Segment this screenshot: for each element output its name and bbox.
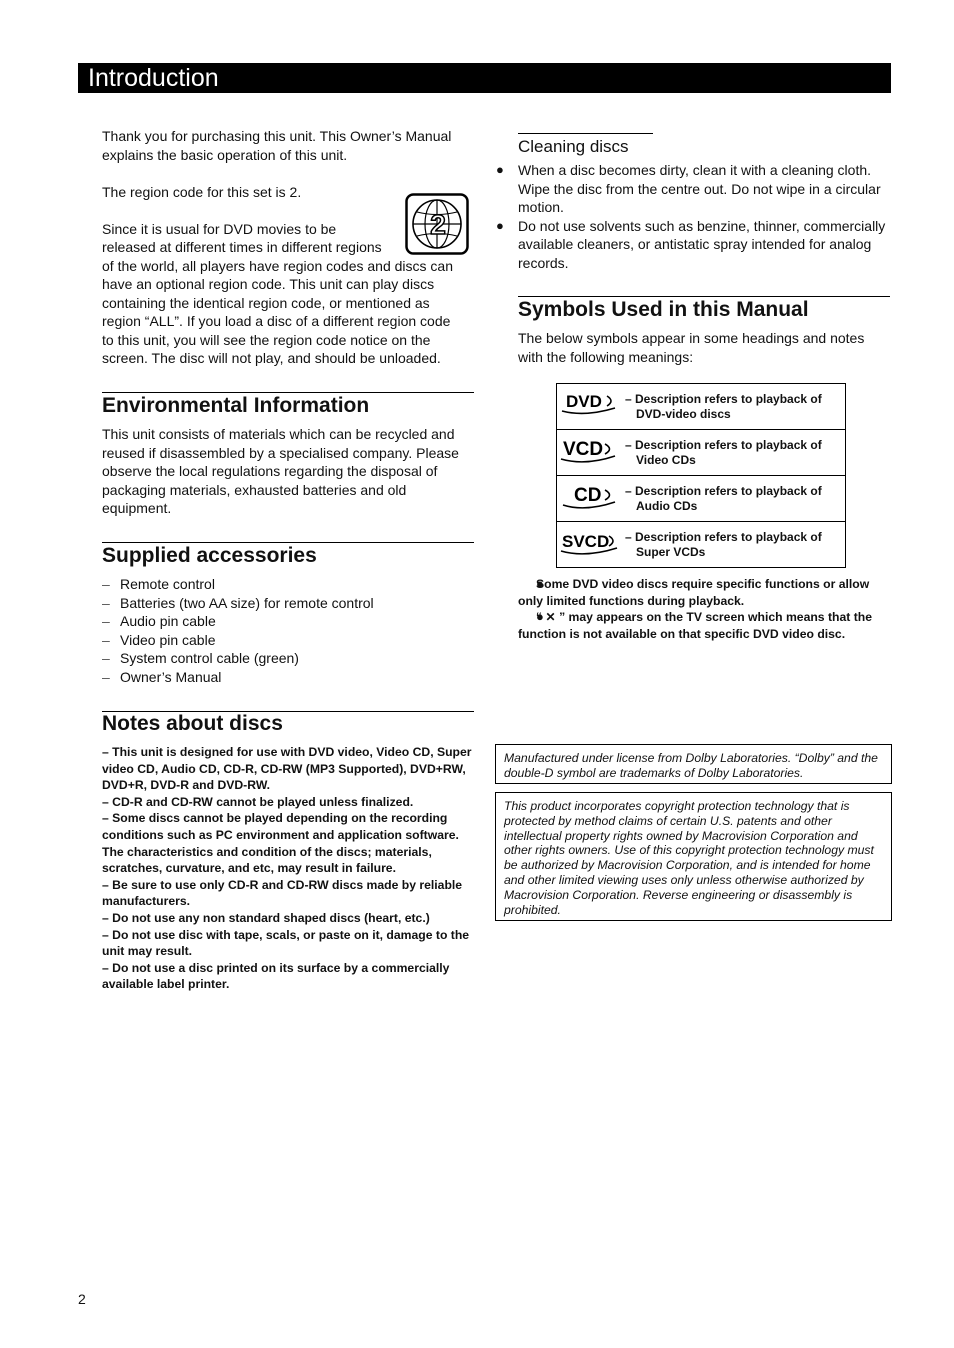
symbol-desc: – Description refers to playback of	[625, 529, 822, 544]
list-item: – Audio pin cable	[102, 612, 474, 631]
symbol-desc: Video CDs	[636, 452, 696, 467]
symbol-label: VCD	[563, 439, 604, 460]
dolby-text: Manufactured under license from Dolby Laboratories. “Dolby” and the double-D symbol are trademarks of Dolby Laboratories.	[504, 751, 878, 780]
list-item: – Do not use any non standard shaped discs (heart, etc.)	[102, 910, 430, 925]
list-item: – Do not use disc with tape, scals, or paste on it, damage to the unit may result.	[102, 927, 470, 959]
table-row	[557, 384, 846, 430]
section-rule	[518, 133, 653, 134]
region-line: released at different times in different regions	[102, 239, 382, 255]
list-item: ● When a disc becomes dirty, clean it with a cleaning cloth. Wipe the disc from the centre out. Do not wipe in a circular motion.	[496, 161, 892, 217]
symbol-desc: – Description refers to playback of	[625, 391, 822, 406]
region-line: have an optional region code. This unit can play discs	[102, 276, 435, 292]
region-line: of the world, all players have region codes and discs can	[102, 257, 453, 274]
accessories-list	[102, 575, 474, 686]
list-item: – System control cable (green)	[102, 649, 474, 668]
list-item: – Owner’s Manual	[102, 668, 474, 687]
page-number: 2	[78, 1291, 86, 1307]
symbols-intro: The below symbols appear in some headings and notes with the following meanings:	[518, 330, 865, 365]
dvd-symbol-icon	[557, 384, 621, 424]
list-item: – Video pin cable	[102, 631, 474, 650]
macrovision-text: This product incorporates copyright protection technology that is protected by method claims of certain U.S. patents and other intellectual property rights owned by Macrovision Corporation and other rights owners. Use of this copyright protection technology must be authorized by Macrovision Corporation, and is intended for home and other limited viewing uses only unless otherwise authorized by Macrovision Corporation. Reverse engineering or disassembly is prohibited.	[504, 799, 874, 917]
macrovision-notice	[495, 792, 892, 921]
cleaning-list	[496, 161, 892, 272]
list-item: – Some discs cannot be played depending on the recording conditions such as PC environment and application software. The characteristics and condition of the discs; materials, scratches, curvature, and etc, may result in failure.	[102, 811, 459, 876]
list-item: – Remote control	[102, 575, 474, 594]
svcd-symbol-icon	[557, 522, 621, 562]
vcd-symbol-icon	[557, 430, 621, 470]
cd-symbol-icon	[557, 476, 621, 516]
region-code-paragraph: The region code for this set is 2.	[102, 183, 302, 200]
list-item: – Batteries (two AA size) for remote control	[102, 594, 474, 613]
list-item: ● Do not use solvents such as benzine, thinner, commercially available cleaners, or antistatic spray intended for analog records.	[496, 217, 892, 273]
region-2-globe-icon	[405, 193, 469, 255]
environmental-heading: Environmental Information	[102, 394, 370, 417]
intro-paragraph-1: Thank you for purchasing this unit. This Owner’s Manual explains the basic operation of this unit.	[102, 128, 452, 163]
symbols-notes	[518, 576, 892, 642]
symbol-label: DVD	[566, 392, 602, 411]
symbols-table	[556, 383, 846, 568]
list-item: – This unit is designed for use with DVD video, Video CD, Super video CD, Audio CD, CD-R, CD-RW (MP3 Supported), DVD+RW, DVD+R, DVD-R and DVD-RW.	[102, 745, 472, 793]
region-line: to this unit, you will see the region code notice on the	[102, 331, 431, 348]
symbol-desc: Super VCDs	[636, 544, 706, 559]
symbol-desc: – Description refers to playback of	[625, 483, 822, 498]
list-item: – Do not use a disc printed on its surface by a commercially available label printer.	[102, 960, 450, 992]
list-item: – Be sure to use only CD-R and CD-RW discs made by reliable manufacturers.	[102, 877, 463, 909]
symbol-desc: – Description refers to playback of	[625, 437, 822, 452]
symbol-label: SVCD	[562, 532, 610, 551]
notes-discs-heading: Notes about discs	[102, 712, 283, 735]
symbol-desc: DVD-video discs	[636, 406, 731, 421]
table-row	[557, 430, 846, 476]
page-title-bar	[78, 63, 891, 93]
table-row	[557, 522, 846, 568]
list-item: ● Some DVD video discs require specific functions or allow only limited functions during playback.	[518, 576, 892, 609]
page-title: Introduction	[88, 64, 219, 92]
list-item: – CD-R and CD-RW cannot be played unless finalized.	[102, 794, 414, 809]
accessories-heading: Supplied accessories	[102, 544, 317, 567]
region-line: containing the identical region code, or mentioned as	[102, 294, 430, 311]
region-line: Since it is usual for DVD movies to be	[102, 220, 337, 237]
region-line: screen. The disc will not play, and should be unloaded.	[102, 350, 441, 366]
region-number: 2	[430, 209, 446, 240]
symbol-label: CD	[574, 485, 602, 506]
symbols-heading: Symbols Used in this Manual	[518, 298, 809, 321]
environmental-text: This unit consists of materials which can be recycled and reused if disassembled by a specialised company. Please observe the local regulations regarding the disposal of packaging materials, exhausted batteries and old equipment.	[102, 426, 459, 516]
list-item: ● “ ✕ ” may appears on the TV screen which means that the function is not available on that specific DVD video disc.	[518, 609, 892, 642]
region-line: region “ALL”. If you load a disc of a different region code	[102, 313, 451, 329]
cleaning-heading: Cleaning discs	[518, 137, 629, 156]
notes-discs-list	[102, 744, 474, 993]
symbol-desc: Audio CDs	[636, 498, 698, 513]
table-row	[557, 476, 846, 522]
dolby-notice	[495, 744, 892, 784]
